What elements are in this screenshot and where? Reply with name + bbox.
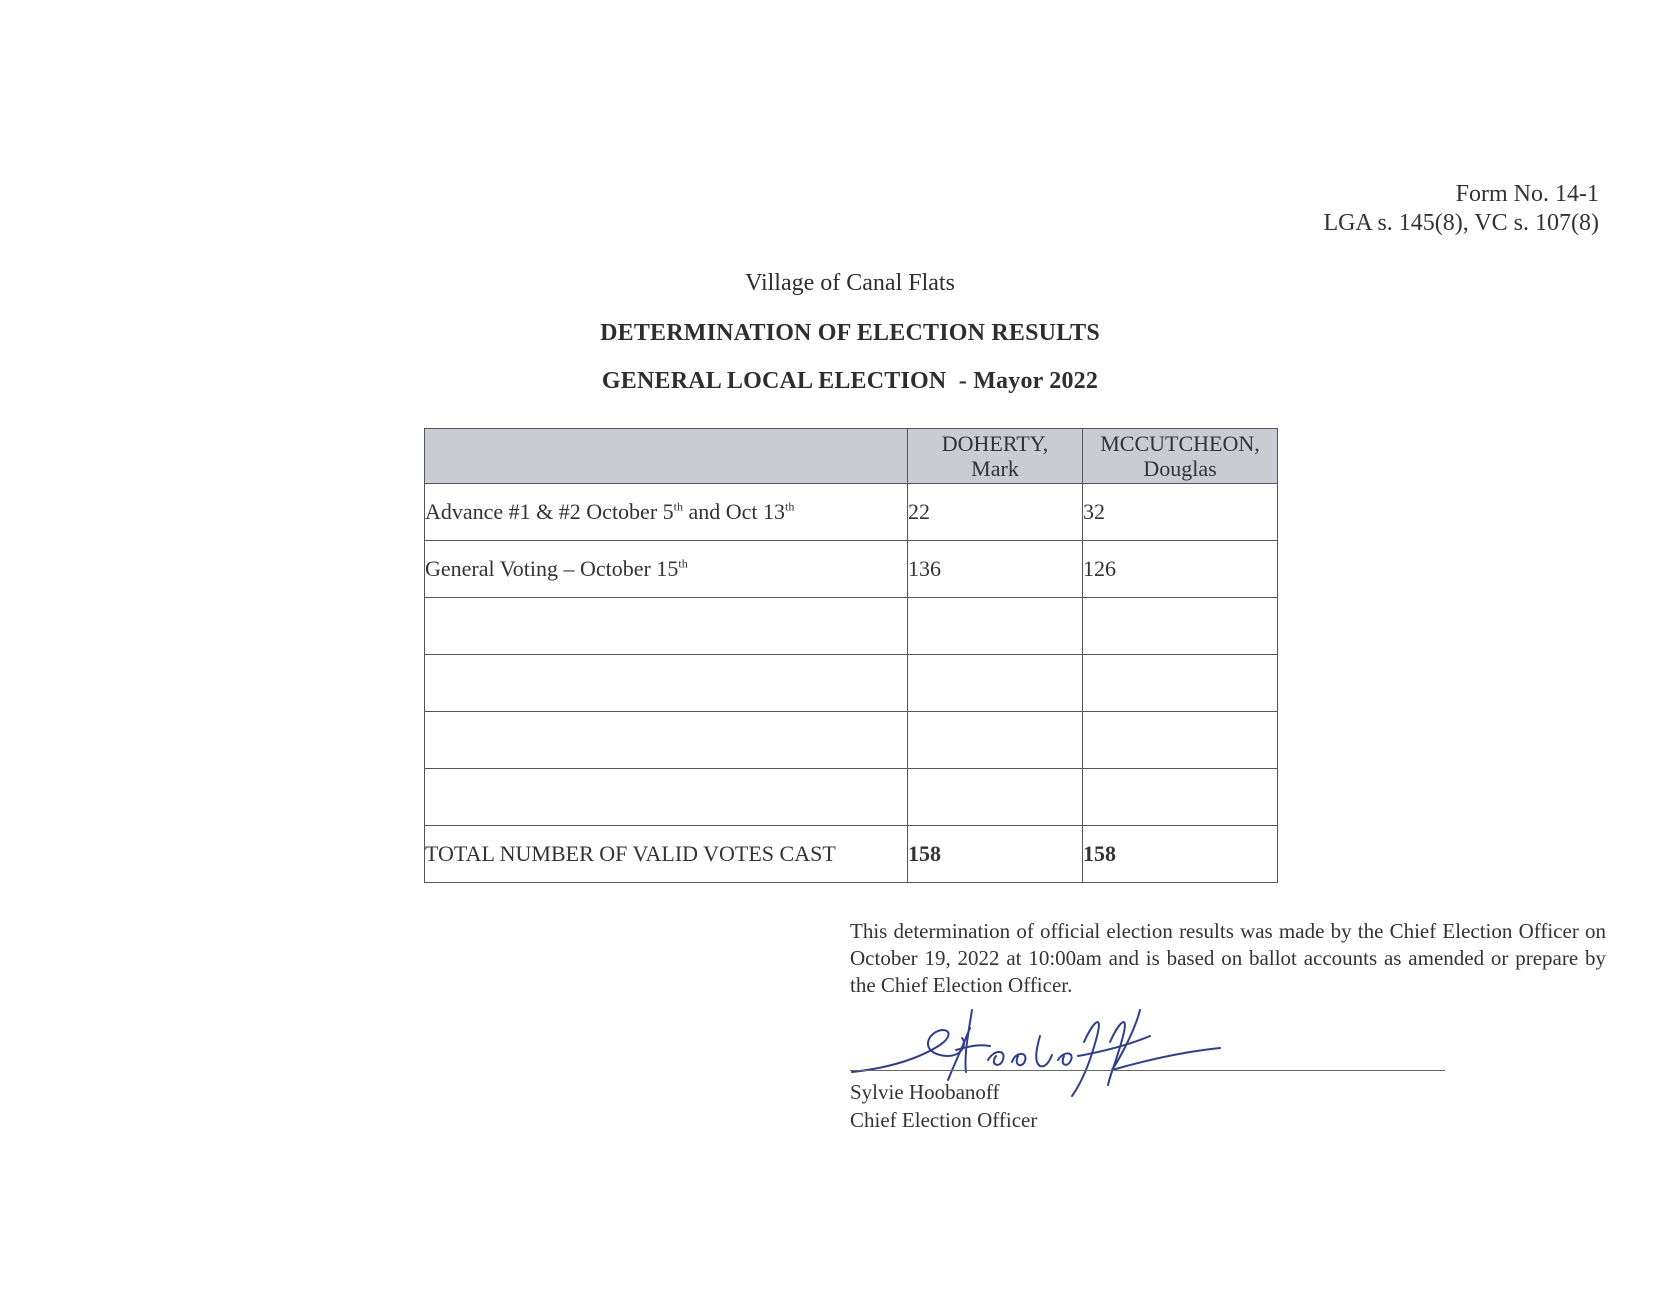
municipality-name: Village of Canal Flats [745,270,955,296]
empty-cell [425,655,908,712]
signatory-block [850,1078,1037,1134]
candidate-header-mccutcheon [1083,429,1278,484]
candidate-given-name: Douglas [1143,456,1217,481]
empty-table-row [425,598,1278,655]
row-label-text: Advance #1 & #2 October 5 [425,499,674,524]
election-subtitle: GENERAL LOCAL ELECTION - Mayor 2022 [601,368,1099,394]
row-label-text: General Voting – October 15 [425,556,679,581]
empty-cell [425,598,908,655]
total-label: TOTAL NUMBER OF VALID VOTES CAST [425,826,908,883]
empty-cell [1083,769,1278,826]
table-row [425,484,1278,541]
candidate-header-doherty [908,429,1083,484]
empty-table-row [425,769,1278,826]
vote-count-cell: 136 [908,541,1083,598]
empty-cell [425,712,908,769]
row-label-general-voting [425,541,908,598]
candidate-surname: DOHERTY, [941,431,1049,456]
table-row [425,541,1278,598]
ordinal-suffix: th [673,499,683,514]
signatory-name: Sylvie Hoobanoff [850,1080,1000,1104]
statute-reference: LGA s. 145(8), VC s. 107(8) [1323,210,1599,236]
ordinal-suffix: th [785,499,795,514]
form-number: Form No. 14-1 [1455,181,1599,207]
empty-table-row [425,712,1278,769]
total-row [425,826,1278,883]
empty-cell [1083,598,1278,655]
results-table [424,428,1278,883]
header-blank-cell [425,429,908,484]
signatory-title: Chief Election Officer [850,1108,1038,1132]
form-reference [1323,180,1599,238]
signature-line [850,1070,1445,1071]
document-title: DETERMINATION OF ELECTION RESULTS [600,320,1100,346]
vote-count-cell: 22 [908,484,1083,541]
empty-table-row [425,655,1278,712]
total-votes-cell: 158 [908,826,1083,883]
empty-cell [908,712,1083,769]
vote-count-cell: 32 [1083,484,1278,541]
candidate-surname: MCCUTCHEON, [1100,431,1260,456]
candidate-given-name: Mark [971,456,1019,481]
vote-count-cell: 126 [1083,541,1278,598]
row-label-advance [425,484,908,541]
determination-statement: This determination of official election results was made by the Chief Election Officer on October 19, 2022 at 10:00am and is based on ballot accounts as amended or prepare by the Chief Election Officer. [850,919,1606,997]
ordinal-suffix: th [678,556,688,571]
empty-cell [908,598,1083,655]
row-label-text: and Oct 13 [683,499,786,524]
table-header-row [425,429,1278,484]
empty-cell [1083,712,1278,769]
total-votes-cell: 158 [1083,826,1278,883]
empty-cell [425,769,908,826]
empty-cell [1083,655,1278,712]
empty-cell [908,655,1083,712]
empty-cell [908,769,1083,826]
